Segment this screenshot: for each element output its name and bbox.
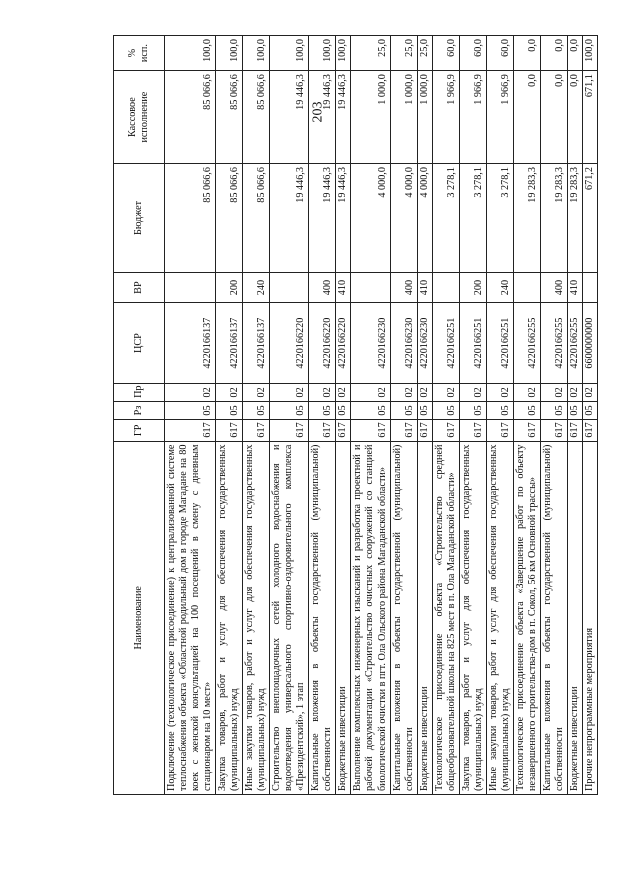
row-vr: 400 bbox=[540, 272, 567, 303]
row-rz: 05 bbox=[486, 401, 513, 419]
table-row bbox=[582, 36, 597, 795]
row-csr: 4220166255 bbox=[513, 303, 540, 383]
row-pct: 25,0 bbox=[351, 36, 390, 71]
row-csr: 4220166220 bbox=[309, 303, 336, 383]
row-pr: 02 bbox=[567, 383, 582, 401]
table-row bbox=[309, 36, 336, 795]
row-csr: 4220166251 bbox=[432, 303, 459, 383]
row-rz: 05 bbox=[567, 401, 582, 419]
row-vr bbox=[165, 272, 216, 303]
table-row bbox=[567, 36, 582, 795]
row-rz: 05 bbox=[336, 401, 351, 419]
row-cash: 1 000,0 bbox=[390, 71, 417, 164]
table-row bbox=[243, 36, 270, 795]
row-csr: 4220166230 bbox=[417, 303, 432, 383]
row-cash: 1 000,0 bbox=[417, 71, 432, 164]
row-rz: 05 bbox=[216, 401, 243, 419]
row-cash: 85 066,6 bbox=[216, 71, 243, 164]
table-row bbox=[336, 36, 351, 795]
row-gr: 617 bbox=[309, 420, 336, 442]
row-rz: 05 bbox=[582, 401, 597, 419]
row-name: Бюджетные инвестиции bbox=[417, 441, 432, 794]
row-pr: 02 bbox=[336, 383, 351, 401]
row-name: Строительство внеплощадочных сетей холодного водоснабжения и водоотведения универсального спортивно-оздоровительного комплекса «Президентский», 1 этап bbox=[270, 441, 309, 794]
row-pct: 0,0 bbox=[567, 36, 582, 71]
row-pr: 02 bbox=[351, 383, 390, 401]
table-row bbox=[417, 36, 432, 795]
row-vr bbox=[582, 272, 597, 303]
row-pct: 25,0 bbox=[417, 36, 432, 71]
row-vr bbox=[351, 272, 390, 303]
row-name: Технологическое присоединение объекта «Строительство средней общеобразовательной школы на 825 мест в п. Ола Магаданской области» bbox=[432, 441, 459, 794]
row-name: Закупка товаров, работ и услуг для обеспечения государственных (муниципальных) нужд bbox=[216, 441, 243, 794]
row-budget: 3 278,1 bbox=[459, 164, 486, 273]
row-pr: 02 bbox=[582, 383, 597, 401]
row-gr: 617 bbox=[459, 420, 486, 442]
row-name: Закупка товаров, работ и услуг для обеспечения государственных (муниципальных) нужд bbox=[459, 441, 486, 794]
row-gr: 617 bbox=[165, 420, 216, 442]
row-gr: 617 bbox=[336, 420, 351, 442]
row-csr: 4220166251 bbox=[486, 303, 513, 383]
row-csr: 4220166220 bbox=[336, 303, 351, 383]
row-budget: 85 066,6 bbox=[243, 164, 270, 273]
row-gr: 617 bbox=[216, 420, 243, 442]
row-pr: 02 bbox=[270, 383, 309, 401]
row-pct: 0,0 bbox=[513, 36, 540, 71]
row-pr: 02 bbox=[459, 383, 486, 401]
row-pr: 02 bbox=[309, 383, 336, 401]
row-budget: 3 278,1 bbox=[486, 164, 513, 273]
row-pct: 100,0 bbox=[270, 36, 309, 71]
rotated-page-content bbox=[113, 35, 598, 795]
header-name: Наименование bbox=[114, 441, 165, 794]
row-vr: 410 bbox=[567, 272, 582, 303]
row-name: Технологическое присоединение объекта «Завершение работ по объекту незавершенного строительства-дом в п. Сокол, 56 км Основной трассы» bbox=[513, 441, 540, 794]
row-cash: 85 066,6 bbox=[243, 71, 270, 164]
row-rz: 05 bbox=[390, 401, 417, 419]
page-number: 203 bbox=[310, 101, 326, 123]
row-gr: 617 bbox=[351, 420, 390, 442]
row-cash: 0,0 bbox=[567, 71, 582, 164]
row-budget: 19 446,3 bbox=[270, 164, 309, 273]
row-name: Иные закупки товаров, работ и услуг для обеспечения государственных (муниципальных) нужд bbox=[486, 441, 513, 794]
table-row bbox=[351, 36, 390, 795]
row-rz: 05 bbox=[417, 401, 432, 419]
header-cash: Кассовое исполнение bbox=[114, 71, 165, 164]
row-rz: 05 bbox=[270, 401, 309, 419]
row-gr: 617 bbox=[486, 420, 513, 442]
row-name: Капитальные вложения в объекты государственной (муниципальной) собственности bbox=[540, 441, 567, 794]
row-csr: 4220166137 bbox=[243, 303, 270, 383]
row-budget: 85 066,6 bbox=[216, 164, 243, 273]
row-vr: 240 bbox=[243, 272, 270, 303]
row-rz: 05 bbox=[165, 401, 216, 419]
row-cash: 19 446,3 bbox=[309, 71, 336, 164]
row-cash: 0,0 bbox=[540, 71, 567, 164]
row-cash: 19 446,3 bbox=[270, 71, 309, 164]
row-csr: 4220166137 bbox=[165, 303, 216, 383]
row-csr: 4220166220 bbox=[270, 303, 309, 383]
row-pct: 60,0 bbox=[432, 36, 459, 71]
row-pct: 100,0 bbox=[243, 36, 270, 71]
row-budget: 19 283,3 bbox=[513, 164, 540, 273]
row-csr: 4220166230 bbox=[390, 303, 417, 383]
row-rz: 05 bbox=[351, 401, 390, 419]
row-vr: 410 bbox=[336, 272, 351, 303]
row-cash: 1 966,9 bbox=[486, 71, 513, 164]
row-budget: 4 000,0 bbox=[390, 164, 417, 273]
row-csr: 4220166137 bbox=[216, 303, 243, 383]
row-rz: 05 bbox=[459, 401, 486, 419]
row-pct: 60,0 bbox=[486, 36, 513, 71]
row-pr: 02 bbox=[513, 383, 540, 401]
row-rz: 05 bbox=[432, 401, 459, 419]
row-budget: 671,2 bbox=[582, 164, 597, 273]
row-cash: 1 966,9 bbox=[432, 71, 459, 164]
row-name: Иные закупки товаров, работ и услуг для обеспечения государственных (муниципальных) нужд bbox=[243, 441, 270, 794]
row-pr: 02 bbox=[540, 383, 567, 401]
row-gr: 617 bbox=[243, 420, 270, 442]
row-vr bbox=[513, 272, 540, 303]
row-name: Прочие непрограммные мероприятия bbox=[582, 441, 597, 794]
row-gr: 617 bbox=[417, 420, 432, 442]
row-vr bbox=[270, 272, 309, 303]
table-row bbox=[486, 36, 513, 795]
row-budget: 4 000,0 bbox=[417, 164, 432, 273]
row-pr: 02 bbox=[165, 383, 216, 401]
row-vr: 200 bbox=[216, 272, 243, 303]
row-gr: 617 bbox=[432, 420, 459, 442]
row-name: Бюджетные инвестиции bbox=[336, 441, 351, 794]
row-gr: 617 bbox=[540, 420, 567, 442]
row-pr: 02 bbox=[243, 383, 270, 401]
header-pct: % исп. bbox=[114, 36, 165, 71]
budget-table bbox=[113, 35, 598, 795]
table-row bbox=[165, 36, 216, 795]
row-budget: 85 066,6 bbox=[165, 164, 216, 273]
table-header-row bbox=[114, 36, 165, 795]
row-vr: 400 bbox=[390, 272, 417, 303]
row-pct: 100,0 bbox=[216, 36, 243, 71]
row-cash: 671,1 bbox=[582, 71, 597, 164]
row-cash: 1 966,9 bbox=[459, 71, 486, 164]
table-row bbox=[540, 36, 567, 795]
row-rz: 05 bbox=[309, 401, 336, 419]
row-name: Капитальные вложения в объекты государственной (муниципальной) собственности bbox=[309, 441, 336, 794]
row-csr: 6600000000 bbox=[582, 303, 597, 383]
row-gr: 617 bbox=[567, 420, 582, 442]
row-vr: 400 bbox=[309, 272, 336, 303]
header-pr: Пр bbox=[114, 383, 165, 401]
row-pct: 25,0 bbox=[390, 36, 417, 71]
row-pr: 02 bbox=[216, 383, 243, 401]
table-row bbox=[216, 36, 243, 795]
row-budget: 4 000,0 bbox=[351, 164, 390, 273]
row-pct: 100,0 bbox=[582, 36, 597, 71]
row-budget: 19 446,3 bbox=[336, 164, 351, 273]
row-csr: 4220166230 bbox=[351, 303, 390, 383]
row-pct: 100,0 bbox=[309, 36, 336, 71]
table-row bbox=[459, 36, 486, 795]
table-row bbox=[270, 36, 309, 795]
row-pct: 100,0 bbox=[165, 36, 216, 71]
row-gr: 617 bbox=[582, 420, 597, 442]
row-csr: 4220166255 bbox=[540, 303, 567, 383]
row-budget: 19 446,3 bbox=[309, 164, 336, 273]
table-row bbox=[390, 36, 417, 795]
row-pr: 02 bbox=[390, 383, 417, 401]
row-vr: 240 bbox=[486, 272, 513, 303]
row-pct: 60,0 bbox=[459, 36, 486, 71]
row-rz: 05 bbox=[540, 401, 567, 419]
row-budget: 19 283,3 bbox=[540, 164, 567, 273]
row-name: Бюджетные инвестиции bbox=[567, 441, 582, 794]
table-row bbox=[432, 36, 459, 795]
row-pr: 02 bbox=[432, 383, 459, 401]
row-budget: 3 278,1 bbox=[432, 164, 459, 273]
row-rz: 05 bbox=[513, 401, 540, 419]
header-budget: Бюджет bbox=[114, 164, 165, 273]
row-gr: 617 bbox=[270, 420, 309, 442]
row-csr: 4220166255 bbox=[567, 303, 582, 383]
row-rz: 05 bbox=[243, 401, 270, 419]
row-name: Капитальные вложения в объекты государственной (муниципальной) собственности bbox=[390, 441, 417, 794]
row-name: Выполнение комплексных инженерных изысканий и разработка проектной и рабочей документации «Строительство очистных сооружений со станцией биологической очистки в пгт. Ола Ольского района Магаданской области» bbox=[351, 441, 390, 794]
row-vr bbox=[432, 272, 459, 303]
header-csr: ЦСР bbox=[114, 303, 165, 383]
table-row bbox=[513, 36, 540, 795]
row-name: Подключение (технологическое присоединение) к централизованной системе теплоснабжения объекта «Областной родильный дом в городе Магадане на 80 коек с женской консультацией на 100 посещений в смену с дневным стационаром на 10 мест» bbox=[165, 441, 216, 794]
row-gr: 617 bbox=[513, 420, 540, 442]
row-cash: 85 066,6 bbox=[165, 71, 216, 164]
row-vr: 410 bbox=[417, 272, 432, 303]
row-cash: 1 000,0 bbox=[351, 71, 390, 164]
header-vr: ВР bbox=[114, 272, 165, 303]
row-pr: 02 bbox=[417, 383, 432, 401]
row-gr: 617 bbox=[390, 420, 417, 442]
row-pct: 100,0 bbox=[336, 36, 351, 71]
row-pct: 0,0 bbox=[540, 36, 567, 71]
row-pr: 02 bbox=[486, 383, 513, 401]
header-rz: Рз bbox=[114, 401, 165, 419]
row-budget: 19 283,3 bbox=[567, 164, 582, 273]
row-vr: 200 bbox=[459, 272, 486, 303]
row-cash: 0,0 bbox=[513, 71, 540, 164]
header-gr: ГР bbox=[114, 420, 165, 442]
row-csr: 4220166251 bbox=[459, 303, 486, 383]
row-cash: 19 446,3 bbox=[336, 71, 351, 164]
